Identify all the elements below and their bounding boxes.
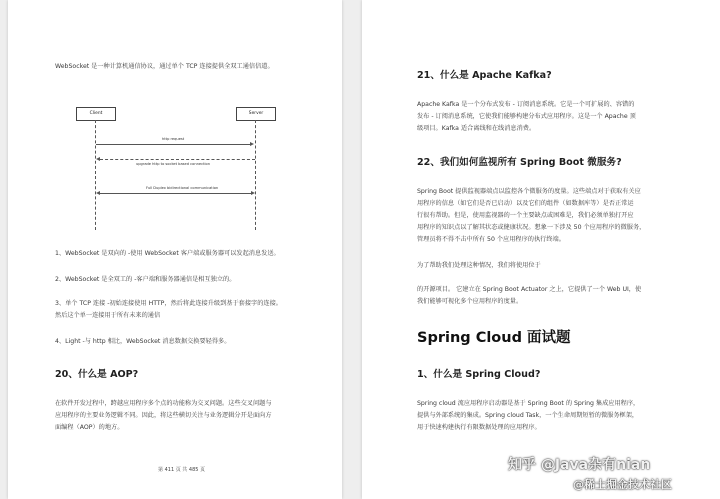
left-page <box>8 0 342 499</box>
msg-http-request-arrow <box>250 142 254 146</box>
q20-line-2: 应用程序的主要业务逻辑不同。因此，将这些横切关注与业务逻辑分开是面向方 <box>55 412 272 419</box>
q21-line-2: 发布 - 订阅消息系统，它使我们能够构建分布式应用程序。这是一个 Apache 顶 <box>417 113 636 120</box>
q22-tail-2: 我们能够可视化多个应用程序的度量。 <box>417 298 523 305</box>
q20-heading: 20、什么是 AOP? <box>55 369 139 380</box>
q22-help: 为了帮助我们处理这种情况，我们将使用位于 <box>417 262 541 269</box>
websocket-point-4: 4、Light -与 http 相比，WebSocket 消息数据交换要轻得多。 <box>55 338 231 345</box>
q20-line-1: 在软件开发过程中，跨越应用程序多个点的功能称为交叉问题。这些交叉问题与 <box>55 400 272 407</box>
section-title: Spring Cloud 面试题 <box>417 330 571 346</box>
msg-upgrade-line <box>100 159 255 160</box>
msg-fullduplex-arrow-right <box>251 191 255 195</box>
q21-line-1: Apache Kafka 是一个分布式发布 - 订阅消息系统。它是一个可扩展的、容错的 <box>417 101 635 108</box>
page-footer: 第 411 页 共 485 页 <box>158 467 206 473</box>
q1-line-2: 提供与外部系统的集成。Spring cloud Task，一个生命周期短暂的微服务框架， <box>417 412 639 419</box>
msg-upgrade-arrow <box>96 157 100 161</box>
q20-line-3: 面编程（AOP）的地方。 <box>55 424 124 431</box>
websocket-point-3-cont: 然后这个单一连接用于所有未来的通信 <box>55 312 161 319</box>
q21-heading: 21、什么是 Apache Kafka? <box>417 70 552 81</box>
websocket-point-2: 2、WebSocket 是全双工的 -客户端和服务器通信是相互独立的。 <box>55 276 236 283</box>
q22-line-2: 用程序的信息（如它们是否已启动）以及它们的组件（如数据库等）是否正常运 <box>417 200 634 207</box>
msg-fullduplex-label: Full Duplex bidirectional communication <box>146 186 219 190</box>
client-box: Client <box>76 107 116 121</box>
websocket-point-3: 3、单个 TCP 连接 -初始连接使用 HTTP，然后将此连接升级到基于套接字的连接。 <box>55 300 282 307</box>
q22-heading: 22、我们如何监视所有 Spring Boot 微服务? <box>417 157 622 168</box>
client-lifeline <box>95 120 96 230</box>
msg-fullduplex-line <box>100 193 251 194</box>
msg-upgrade-label: upgrade http to socket based connection <box>136 162 210 166</box>
q22-line-4: 用程序的知识点以了解其状态或健康状况。想象一下涉及 50 个应用程序的微服务， <box>417 224 646 231</box>
watermark-juejin: @稀土掘金技术社区 <box>573 478 672 491</box>
right-page <box>362 0 720 499</box>
q21-line-3: 级项目。Kafka 适合离线和在线消息消费。 <box>417 125 536 132</box>
websocket-point-1: 1、WebSocket 是双向的 -使用 WebSocket 客户端或服务器可以发起消息发送。 <box>55 250 280 257</box>
server-box: Server <box>236 107 276 121</box>
q22-line-5: 管理员将不得不击中所有 50 个应用程序的执行终端。 <box>417 236 565 243</box>
server-lifeline <box>255 120 256 230</box>
q22-line-1: Spring Boot 提供监视器端点以监控各个微服务的度量。这些端点对于获取有关应 <box>417 188 641 195</box>
q1-line-1: Spring cloud 流应用程序启动器是基于 Spring Boot 的 Spring 集成应用程序， <box>417 400 640 407</box>
websocket-intro: WebSocket 是一种计算机通信协议，通过单个 TCP 连接提供全双工通信信道。 <box>55 63 274 70</box>
q22-tail-1: 的开源项目。 它建立在 Spring Boot Actuator 之上，它提供了一个 Web UI，使 <box>417 286 642 293</box>
q1-line-3: 用于快速构建执行有限数据处理的应用程序。 <box>417 424 541 431</box>
q22-line-3: 行很有帮助。但是，使用监视器的一个主要缺点或困难是，我们必须单独打开应 <box>417 212 634 219</box>
watermark-zhihu: 知乎 @Java杂有nian <box>508 457 651 473</box>
msg-http-request-label: http request <box>162 137 185 141</box>
websocket-sequence-diagram <box>76 103 282 231</box>
q1-heading: 1、什么是 Spring Cloud? <box>417 369 541 380</box>
msg-fullduplex-arrow-left <box>96 191 100 195</box>
msg-http-request-line <box>96 144 250 145</box>
